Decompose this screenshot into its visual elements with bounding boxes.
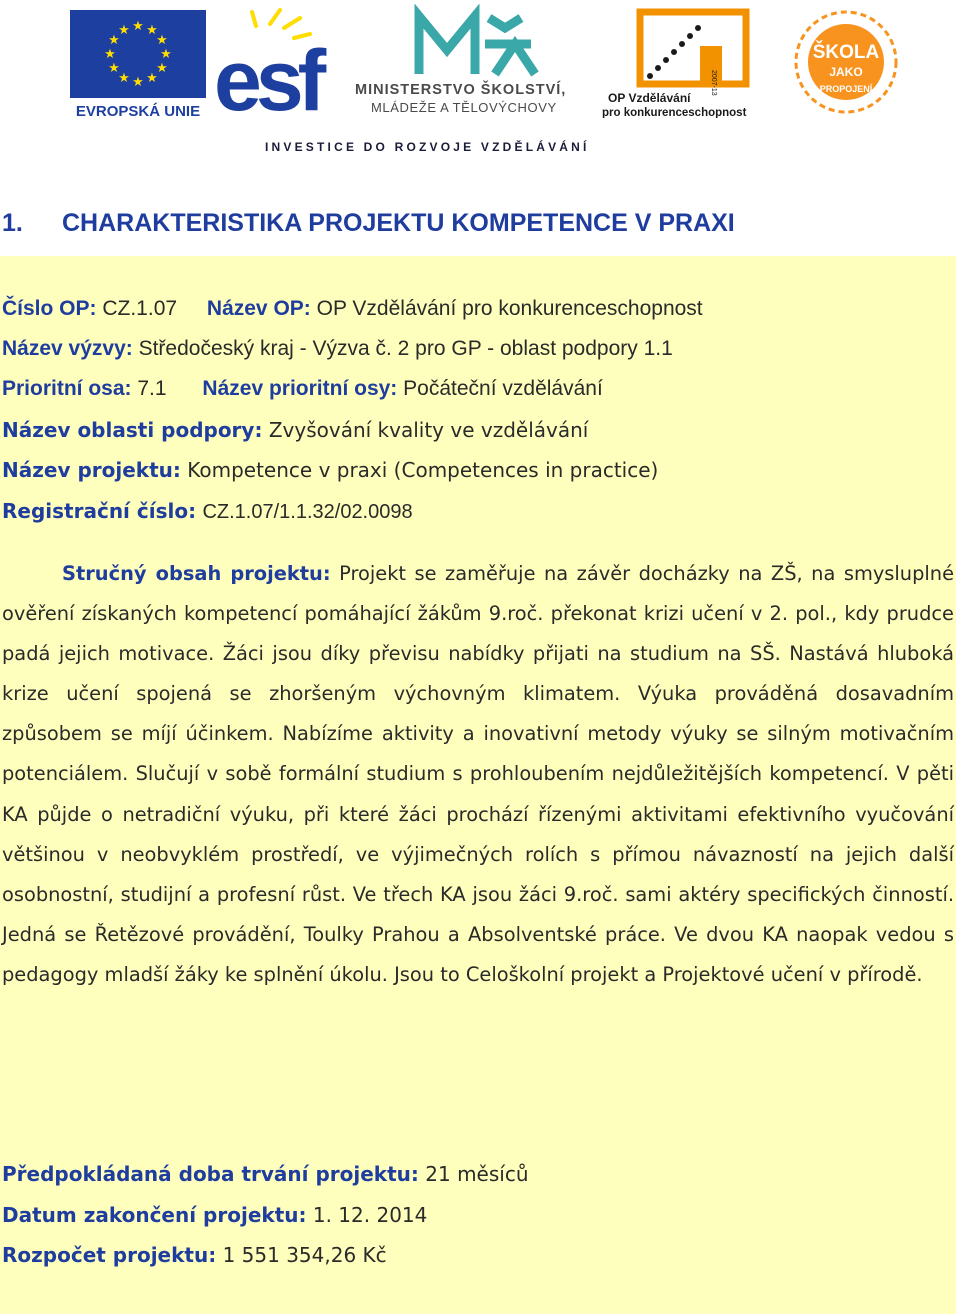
nazev-op-value: OP Vzdělávání pro konkurenceschopnost [316, 297, 703, 320]
cislo-op-label: Číslo OP: [2, 297, 97, 320]
oblast-label: Název oblasti podpory: [2, 418, 263, 442]
skola-emblem-icon [790, 6, 910, 118]
op-vzdelavani-logo [600, 6, 760, 118]
row-projekt [2, 458, 658, 482]
nazev-op-label: Název OP: [206, 297, 311, 320]
summary-text: Projekt se zaměřuje na závěr docházky na ZŠ, na smysluplné ověření získaných kompetencí pomáhající žákům 9.roč. překonat krizi učení v 2. pol., kdy prudce padá jejich motivace. Žáci jsou díky převisu nabídky přijati na studium na SŠ. Nastává hluboká krize učení spojená se zhoršeným výchovným klimatem. Výuka prováděná dosavadním způsobem se míjí účinkem. Nabízíme aktivity a inovativní metody výuky se silným motivačním potenciálem. Slučují v sobě formální studium s prohloubením nejdůležitějších kompetencí. V pěti KA půjde o netradiční výuku, při které žáci prochází řízenými aktivitami efektivního vyučování většinou v neobvyklém prostředí, ve výjimečných rolích s přímou návazností na jejich další osobnostní, studijní a profesní růst. Ve třech KA jsou žáci 9.roč. sami aktéry specifických činností. Jedná se Řetězové provádění, Toulky Prahou a Absolventské práce. Ve dvou KA naopak vedou s pedagogy mladší žáky ke splnění úkolu. Jsou to Celoškolní projekt a Projektové učení v přírodě. [2, 562, 954, 986]
cislo-op-value: CZ.1.07 [102, 297, 178, 320]
doba-label: Předpokládaná doba trvání projektu: [2, 1162, 419, 1186]
svg-text:★: ★ [132, 75, 144, 90]
msmt-line1: MINISTERSTVO ŠKOLSTVÍ, [355, 82, 567, 98]
op-years: 2007-13 [710, 70, 717, 96]
svg-text:★: ★ [146, 23, 158, 38]
svg-text:★: ★ [108, 33, 120, 48]
section-number: 1. [2, 209, 23, 237]
projekt-label: Název projektu: [2, 458, 181, 482]
svg-text:★: ★ [108, 61, 120, 76]
logo-header [0, 0, 960, 170]
oblast-value: Zvyšování kvality ve vzdělávání [268, 418, 589, 442]
esf-logo [214, 4, 344, 116]
svg-text:★: ★ [104, 47, 116, 62]
section-title: CHARAKTERISTIKA PROJEKTU KOMPETENCE V PRAXI [62, 209, 735, 237]
registracni-value: CZ.1.07/1.1.32/02.0098 [202, 501, 413, 523]
row-vyzva [2, 337, 673, 361]
msmt-line2: MLÁDEŽE A TĚLOVÝCHOVY [371, 100, 557, 115]
op-emblem-icon [600, 6, 760, 118]
op-line1: OP Vzdělávání [608, 91, 691, 105]
svg-text:★: ★ [156, 61, 168, 76]
msmt-emblem-icon [355, 4, 595, 116]
summary-paragraph [2, 554, 954, 995]
rozpocet-label: Rozpočet projektu: [2, 1243, 217, 1267]
summary-label: Stručný obsah projektu: [62, 562, 331, 585]
op-line2: pro konkurenceschopnost [602, 107, 747, 118]
eu-logo [70, 10, 206, 120]
datum-label: Datum zakončení projektu: [2, 1203, 307, 1227]
svg-text:★: ★ [118, 71, 130, 86]
row-registracni [2, 499, 413, 524]
datum-value: 1. 12. 2014 [312, 1203, 428, 1227]
prioritni-osa-label: Prioritní osa: [2, 377, 132, 400]
row-op [2, 297, 703, 321]
doba-value: 21 měsíců [425, 1162, 529, 1186]
registracni-label: Registrační číslo: [2, 499, 197, 523]
msmt-logo [355, 4, 595, 116]
svg-text:★: ★ [118, 23, 130, 38]
projekt-value: Kompetence v praxi (Competences in practice) [187, 458, 659, 482]
nazev-vyzvy-value: Středočeský kraj - Výzva č. 2 pro GP - oblast podpory 1.1 [138, 337, 673, 360]
row-rozpocet [2, 1243, 387, 1267]
row-prioritni-osa [2, 377, 603, 401]
row-oblast [2, 418, 588, 442]
skola-text: ŠKOLA [812, 42, 880, 63]
esf-emblem-icon [214, 4, 344, 116]
skola-logo [790, 6, 910, 118]
eu-flag-icon [70, 10, 206, 120]
svg-text:★: ★ [132, 19, 144, 34]
eu-logo-text: EVROPSKÁ UNIE [75, 103, 201, 120]
section-heading [2, 209, 735, 238]
prioritni-osa-value: 7.1 [137, 377, 167, 400]
svg-text:★: ★ [146, 71, 158, 86]
svg-text:★: ★ [160, 47, 172, 62]
investice-tagline: INVESTICE DO ROZVOJE VZDĚLÁVÁNÍ [265, 140, 590, 154]
nazev-osy-value: Počáteční vzdělávání [403, 377, 603, 400]
esf-logo-text: esf [214, 33, 321, 116]
nazev-osy-label: Název prioritní osy: [202, 377, 398, 400]
nazev-vyzvy-label: Název výzvy: [2, 337, 133, 360]
skola-bottom: PROPOJENÍ [819, 84, 873, 94]
rozpocet-value: 1 551 354,26 Kč [222, 1243, 387, 1267]
row-doba [2, 1162, 529, 1186]
skola-sub: JAKO [829, 65, 863, 79]
svg-text:★: ★ [156, 33, 168, 48]
row-datum [2, 1203, 427, 1227]
